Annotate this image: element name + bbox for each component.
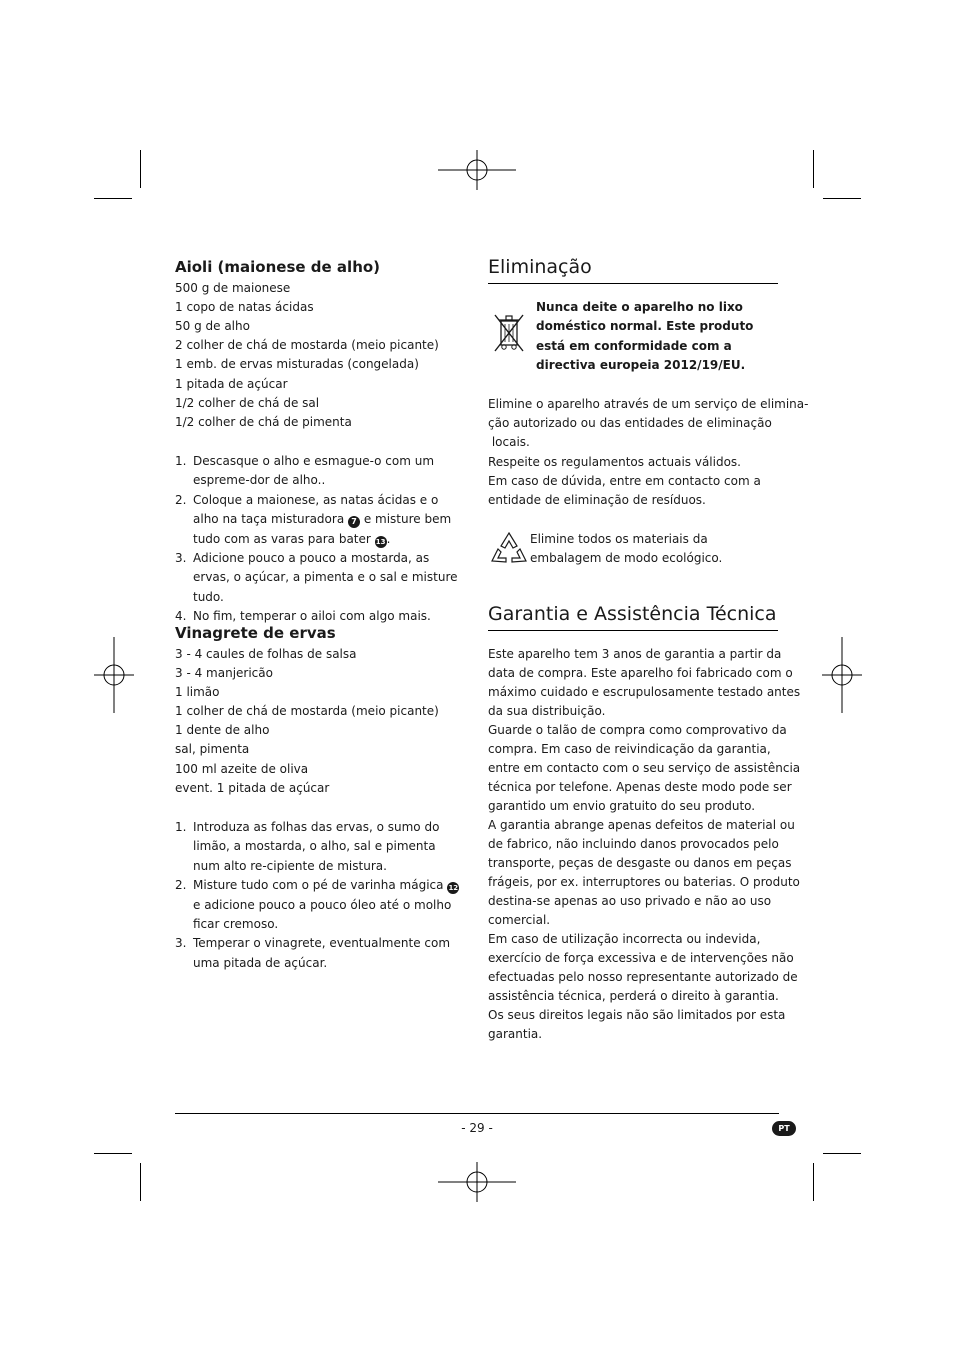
ingredient-line: 1/2 colher de chá de sal [175,396,320,410]
crop-mark [94,198,132,199]
aioli-title: Aioli (maionese de alho) [175,258,381,276]
garantia-text [488,645,801,1044]
vinagrete-steps [175,818,463,973]
ingredient-line: sal, pimenta [175,742,250,756]
garantia-text-line: garantia. [488,1027,543,1041]
step-item: 4. No fim, temperar o ailoi com algo mais. [175,609,431,624]
step-item: 1. Descasque o alho e esmague-o com um espreme-dor de alho.. [175,454,435,488]
garantia-text-line: da sua distribuição. [488,704,606,718]
garantia-text-line: destina-se apenas ao uso privado e não ao uso [488,894,772,908]
step-item: 3. Adicione pouco a pouco a mostarda, as ervas, o açúcar, a pimenta e o sal e misture tudo. [175,551,458,604]
recycle-icon [490,530,528,566]
registration-mark [438,1162,516,1202]
garantia-text-line: frágeis, por ex. interruptores ou baterias. O produto [488,875,800,889]
ingredient-line: 1/2 colher de chá de pimenta [175,415,352,429]
ingredient-line: 2 colher de chá de mostarda (meio picante) [175,338,439,352]
part-number-badge: 12 [448,884,459,893]
crop-mark [94,1153,132,1154]
garantia-text-line: entre em contacto com o seu serviço de assistência [488,761,801,775]
garantia-text-line: garantido um envio gratuito do seu produto. [488,799,756,813]
ingredient-line: 3 - 4 caules de folhas de salsa [175,647,357,661]
garantia-heading: Garantia e Assistência Técnica [488,602,778,631]
eliminacao-heading: Eliminação [488,255,778,284]
language-badge: PT [772,1121,796,1136]
garantia-text-line: Os seus direitos legais não são limitados por esta [488,1008,786,1022]
crop-mark [140,1163,141,1201]
weee-notice: Nunca deite o aparelho no lixo doméstico normal. Este produto está em conformidade com a directiva europeia 2012/19/EU. [536,300,754,372]
ingredient-line: event. 1 pitada de açúcar [175,781,330,795]
crop-mark [813,150,814,188]
registration-mark [822,637,862,713]
ingredient-line: 50 g de alho [175,319,250,333]
eliminacao-text-line: Em caso de dúvida, entre em contacto com a [488,474,761,488]
eliminacao-text-line: Elimine o aparelho através de um serviço de elimina- [488,397,809,411]
crop-mark [813,1163,814,1201]
footer-divider [175,1113,779,1114]
garantia-text-line: efectuadas pelo nosso representante autorizado de [488,970,798,984]
garantia-text-line: máximo cuidado e escrupulosamente testado antes [488,685,801,699]
crop-mark [823,198,861,199]
aioli-steps [175,452,463,627]
step-item: 3. Temperar o vinagrete, eventualmente com uma pitada de açúcar. [175,936,451,970]
crop-mark [140,150,141,188]
eliminacao-text-line: entidade de eliminação de resíduos. [488,493,706,507]
recycle-notice: Elimine todos os materiais da embalagem de modo ecológico. [530,532,723,566]
garantia-text-line: data de compra. Este aparelho foi fabricado com o [488,666,793,680]
page-number: - 29 - [461,1121,493,1135]
garantia-text-line: comercial. [488,913,551,927]
garantia-text-line: transporte, peças de desgaste ou danos em peças [488,856,792,870]
ingredient-line: 1 colher de chá de mostarda (meio picante) [175,704,439,718]
part-number-badge: 13 [375,537,386,546]
ingredient-line: 1 limão [175,685,220,699]
garantia-text-line: exercício de força excessiva e de intervenções não [488,951,794,965]
crossed-bin-icon [492,312,526,354]
garantia-text-line: de fabrico, não incluindo danos provocados pelo [488,837,779,851]
garantia-text-line: Em caso de utilização incorrecta ou indevida, [488,932,761,946]
ingredient-line: 1 pitada de açúcar [175,377,288,391]
garantia-text-line: A garantia abrange apenas defeitos de material ou [488,818,795,832]
garantia-text-line: compra. Em caso de reivindicação da garantia, [488,742,771,756]
ingredient-line: 1 copo de natas ácidas [175,300,314,314]
step-item: 2. Coloque a maionese, as natas ácidas e o alho na taça misturadora 7 e misture bem tudo com as varas para bater 13. [175,492,452,546]
step-item: 1. Introduza as folhas das ervas, o sumo do limão, a mostarda, o alho, sal e pimenta num alto re-cipiente de mistura. [175,820,440,873]
crop-mark [823,1153,861,1154]
part-number-badge: 7 [348,516,360,528]
garantia-text-line: Guarde o talão de compra como comprovativo da [488,723,787,737]
registration-mark [438,150,516,190]
eliminacao-text-line: locais. [488,435,530,449]
eliminacao-text-line: ção autorizado ou das entidades de eliminação [488,416,772,430]
eliminacao-text-line: Respeite os regulamentos actuais válidos. [488,455,741,469]
registration-mark [94,637,134,713]
ingredient-line: 1 emb. de ervas misturadas (congelada) [175,357,419,371]
garantia-text-line: técnica por telefone. Apenas deste modo pode ser [488,780,792,794]
ingredient-line: 3 - 4 manjericão [175,666,273,680]
garantia-text-line: assistência técnica, perderá o direito à garantia. [488,989,779,1003]
vinagrete-title: Vinagrete de ervas [175,624,336,642]
ingredient-line: 500 g de maionese [175,281,291,295]
step-item: 2. Misture tudo com o pé de varinha mágica 12 e adicione pouco a pouco óleo até o molho ficar cremoso. [175,878,459,932]
ingredient-line: 100 ml azeite de oliva [175,762,309,776]
garantia-text-line: Este aparelho tem 3 anos de garantia a partir da [488,647,782,661]
ingredient-line: 1 dente de alho [175,723,270,737]
